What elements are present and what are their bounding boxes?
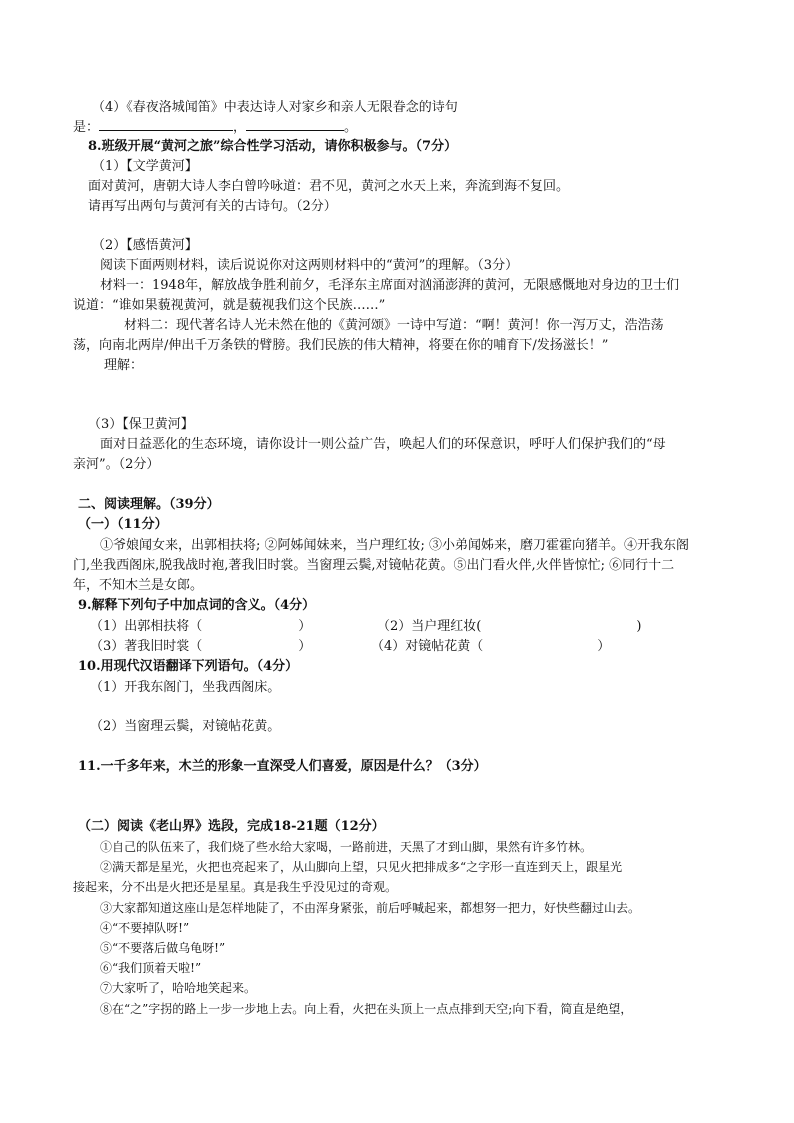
section2-title: 二、阅读理解。（39分） (78, 497, 220, 512)
q9-item3: （3）著我旧时裳（ ） (90, 639, 312, 654)
q9-item4: （4）对镜帖花黄（ ） (371, 639, 611, 654)
reading-para-3: ③大家都知道这座山是怎样地陡了，不由浑身紧张，前后呼喊起来，都想努一把力，好快些翻过山去。 (100, 901, 641, 915)
q8-part3-heading: （3）【保卫黄河】 (88, 417, 194, 432)
q7-period: 。 (344, 120, 358, 135)
q8-part1-heading: （1）【文学黄河】 (92, 159, 198, 174)
q8-part2-material1-cont: 说道：“谁如果藐视黄河，就是藐视我们这个民族……” (73, 298, 386, 313)
reading-para-4: ④“不要掉队呀!” (100, 921, 190, 935)
q8-part2-material2-cont: 荡，向南北两岸/伸出千万条铁的臂膀。我们民族的伟大精神，将要在你的哺育下/发扬滋长！” (73, 338, 609, 353)
passage-line-3: 年，不知木兰是女郎。 (73, 578, 204, 593)
answer-blank-1[interactable] (99, 118, 233, 131)
q8-part1-line2: 请再写出两句与黄河有关的古诗句。（2分） (88, 199, 337, 214)
reading-para-6: ⑥“我们顶着天啦!” (100, 961, 202, 975)
q8-part1-line1: 面对黄河，唐朝大诗人李白曾吟咏道：君不见，黄河之水天上来，奔流到海不复回。 (88, 179, 570, 194)
reading-para-5: ⑤“不要落后做乌龟呀!” (100, 941, 226, 955)
q9-title: 9.解释下列句子中加点词的含义。（4分） (78, 598, 316, 613)
q8-title: 8.班级开展“黄河之旅”综合性学习活动，请你积极参与。（7分） (88, 139, 458, 154)
q9-item2: （2）当户理红妆( ) (377, 619, 642, 634)
q7-item4: （4）《春夜洛城闻笛》中表达诗人对家乡和亲人无限眷念的诗句 (92, 100, 458, 115)
q10-item1: （1）开我东阁门，坐我西阁床。 (90, 680, 281, 695)
answer-blank-2[interactable] (246, 118, 344, 131)
q8-part2-material1: 材料一：1948年，解放战争胜利前夕，毛泽东主席面对汹涌澎湃的黄河，无限感慨地对身边的卫士们 (100, 278, 680, 293)
q10-title: 10.用现代汉语翻译下列语句。（4分） (78, 659, 299, 674)
q8-part3-line2: 亲河”。（2分） (73, 457, 160, 472)
q8-part3-line1: 面对日益恶化的生态环境，请你设计一则公益广告，唤起人们的环保意识，呼吁人们保护我们的“母 (100, 437, 666, 452)
q10-item2: （2）当窗理云鬓，对镜帖花黄。 (90, 719, 281, 734)
reading-para-8: ⑧在“之”字拐的路上一步一步地上去。向上看，火把在头顶上一点点排到天空;向下看，简直是绝望， (100, 1002, 633, 1016)
passage-line-1: ①爷娘闻女来，出郭相扶将; ②阿姊闻妹来，当户理红妆; ③小弟闻姊来，磨刀霍霍向猪羊。④开我东阁 (100, 538, 690, 553)
section2-part2-title: （二）阅读《老山界》选段，完成18-21题（12分） (78, 819, 385, 834)
q8-part2-material2: 材料二：现代著名诗人光未然在他的《黄河颂》一诗中写道：“啊！黄河！你一泻万丈，浩浩荡 (124, 318, 664, 333)
q7-answer-prefix: 是： (73, 120, 100, 135)
reading-para-2-cont: 接起来，分不出是火把还是星星。真是我生乎没见过的奇观。 (73, 880, 398, 894)
q7-comma: ， (233, 120, 247, 135)
reading-para-2: ②满天都是星光，火把也亮起来了，从山脚向上望，只见火把排成多“之字形一直连到天上，跟星光 (100, 860, 623, 874)
q9-item1: （1）出郭相扶将（ ） (90, 619, 312, 634)
q11-title: 11.一千多年来，木兰的形象一直深受人们喜爱，原因是什么？（3分） (78, 759, 487, 774)
reading-para-1: ①自己的队伍来了，我们烧了些水给大家喝，一路前进，天黑了才到山脚，果然有许多竹林。 (100, 840, 593, 854)
q8-part2-heading: （2）【感悟黄河】 (92, 238, 198, 253)
q7-answer-line (73, 118, 357, 137)
section2-part1-title: （一）（11分） (78, 517, 168, 532)
reading-para-7: ⑦大家听了，哈哈地笑起来。 (100, 981, 257, 995)
q8-part2-line1: 阅读下面两则材料，读后说说你对这两则材料中的“黄河”的理解。（3分） (100, 258, 519, 273)
q8-part2-answer-label: 理解： (104, 358, 144, 373)
passage-line-2: 门,坐我西阁床,脱我战时袍,著我旧时裳。当窗理云鬓,对镜帖花黄。⑤出门看火伴,火伴皆惊忙; ⑥同行十二 (73, 558, 675, 573)
